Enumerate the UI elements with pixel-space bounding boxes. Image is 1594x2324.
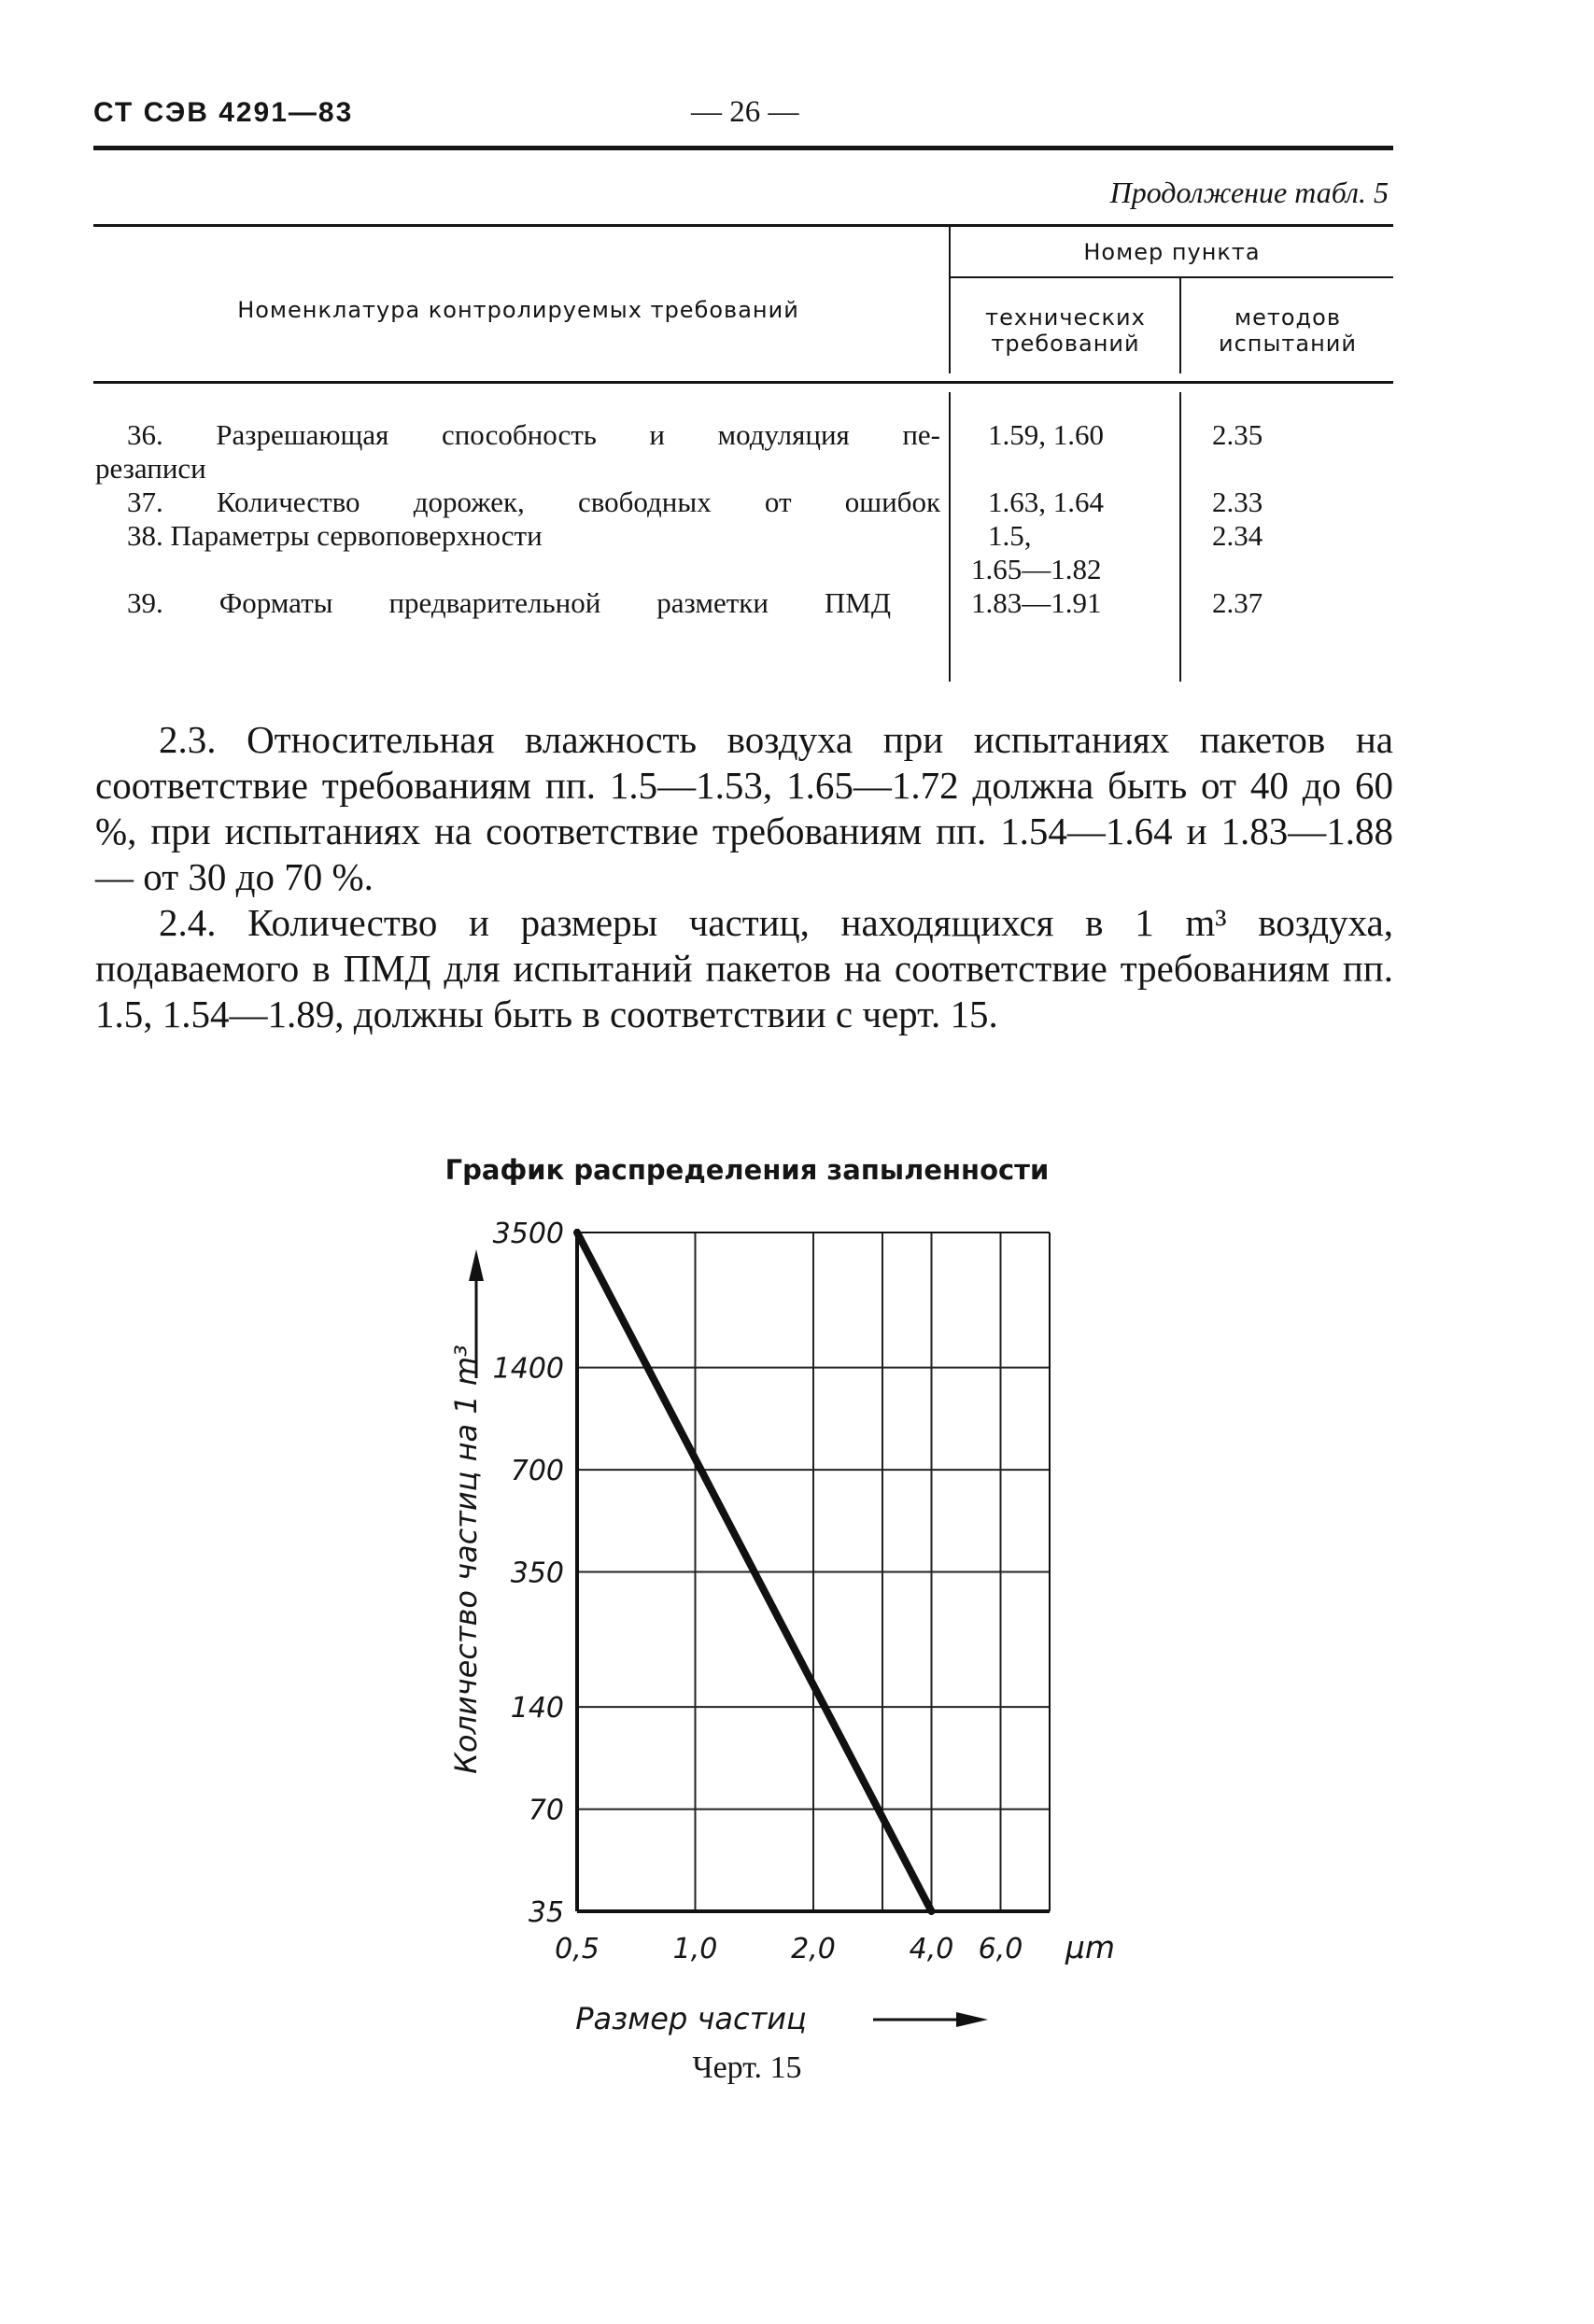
y-tick-label: 35 [528,1896,564,1929]
x-tick-label: 4,0 [909,1933,954,1965]
y-tick-label: 70 [528,1794,564,1827]
table-continuation-label: Продолжение табл. 5 [1109,176,1389,209]
chart-title: График распределения запыленности [444,1154,1050,1186]
x-axis-label: Размер частиц [575,2001,807,2036]
paragraph-2-4: 2.4. Количество и размеры частиц, находящихся в 1 m³ воздуха, подаваемого в ПМД для испытаний пакетов на соответствие требованиям пп. 1.5, 1.54—1.89, должны быть в соответствии с черт. 15. [95,901,1393,1035]
figure-caption: Черт. 15 [692,2050,802,2085]
table-row-name: 36. Разрешающая способность и модуляция пе- резаписи [95,418,940,485]
table-row-method: 2.37 [1212,586,1263,619]
column-header-technical: технических требований [985,304,1146,357]
table-row-method: 2.35 [1212,418,1263,451]
paragraph-2-3: 2.3. Относительная влажность воздуха при испытаниях пакетов на соответствие требованиям пп. 1.5—1.53, 1.65—1.72 должна быть от 40 до 60 %, при испытаниях на соответствие требованиям пп. 1.54—1.64 и 1.83—1.88 — от 30 до 70 %. [95,718,1393,898]
x-tick-label: 6,0 [978,1933,1023,1965]
table-row-tech: 1.59, 1.60 [988,418,1104,451]
y-tick-label: 140 [510,1692,564,1725]
x-tick-label: 1,0 [672,1933,718,1965]
table-row-method: 2.33 [1212,486,1263,518]
y-axis-arrow-head [469,1249,484,1281]
y-tick-label: 350 [510,1556,564,1590]
y-axis-label: Количество частиц на 1 m³ [448,1345,484,1774]
document-code: СТ СЭВ 4291—83 [93,97,354,128]
column-header-nomenclature: Номенклатура контролируемых требований [237,297,799,323]
chart-grid [577,1232,1050,1911]
table-row-name: 39. Форматы предварительной разметки ПМД [127,586,891,619]
table-row-tech: 1.83—1.91 [971,586,1102,619]
x-tick-label: 0,5 [555,1933,600,1965]
column-header-item-number: Номер пункта [1083,239,1261,265]
x-axis-arrow-head [956,2012,988,2027]
y-tick-label: 1400 [492,1352,564,1386]
axis-labels [448,1345,807,2036]
x-tick-label: 2,0 [791,1933,836,1965]
column-header-methods: методов испытаний [1218,304,1357,357]
table-row-method: 2.34 [1212,519,1263,552]
x-tick-labels [555,1929,1115,1965]
table-row-name: 37. Количество дорожек, свободных от ошибок [127,486,940,518]
x-unit-label: μm [1065,1929,1116,1965]
table-row-tech: 1.63, 1.64 [988,486,1104,518]
table-row-tech: 1.5, 1.65—1.82 [971,519,1102,585]
page-number: — 26 — [691,95,799,129]
table-row-name: 38. Параметры сервоповерхности [127,519,543,552]
y-tick-label: 700 [510,1455,564,1488]
y-tick-label: 3500 [492,1218,564,1250]
y-tick-labels [493,1218,564,1929]
